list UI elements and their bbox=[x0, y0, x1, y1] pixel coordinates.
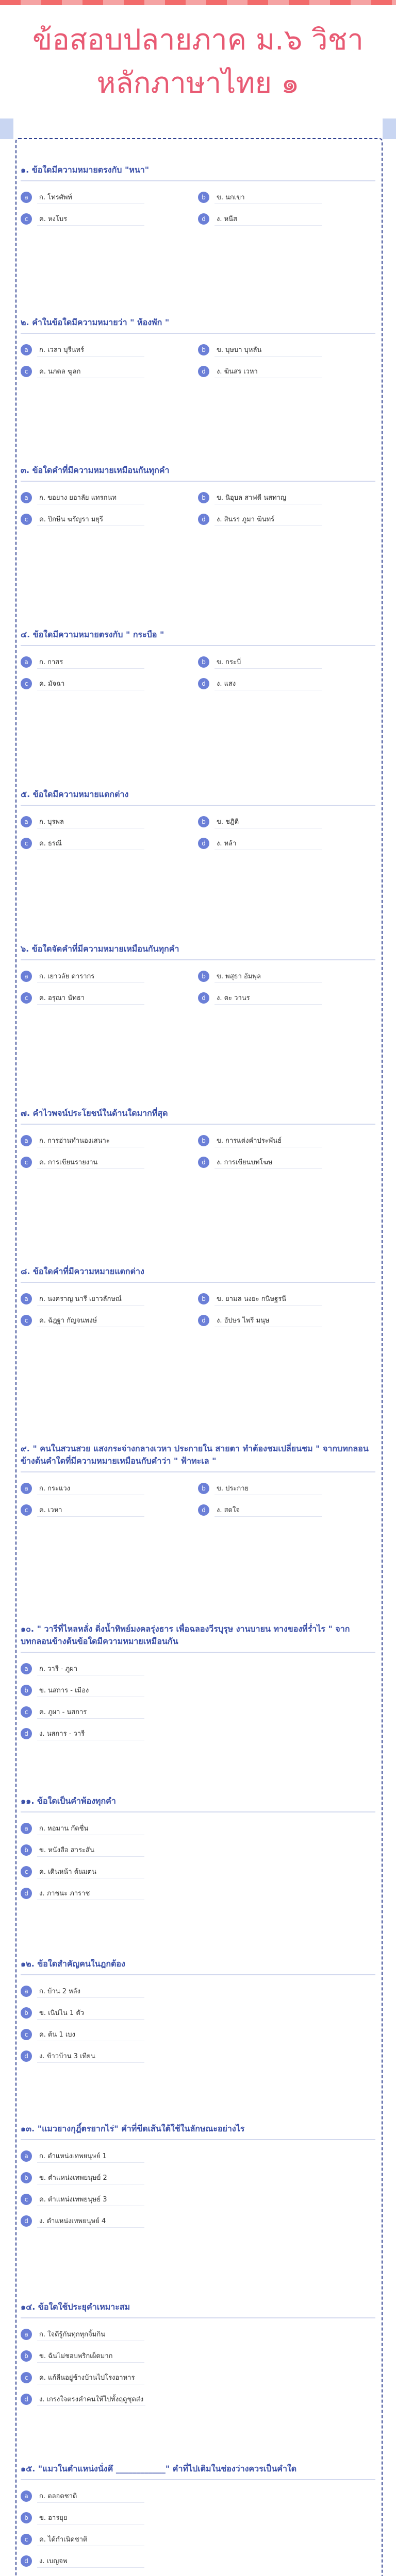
answer-option[interactable] bbox=[198, 991, 375, 1005]
question-divider bbox=[21, 481, 375, 482]
option-letter-badge: c bbox=[21, 838, 32, 849]
answer-option[interactable] bbox=[21, 1662, 375, 1675]
option-text: ค. เดินหน้า ต้นมตน bbox=[37, 1865, 144, 1878]
question-text: ๑๑. ข้อใดเป็นคำพ้องทุกคำ bbox=[21, 1796, 116, 1806]
question-text: ๓. ข้อใดคำที่มีความหมายเหมือนกันทุกคำ bbox=[21, 465, 170, 475]
option-letter-badge: d bbox=[198, 213, 209, 225]
question-block bbox=[21, 1443, 375, 1517]
option-text: ค. ตำแหน่งเทพยนุษย์ 3 bbox=[37, 2193, 144, 2206]
answer-option[interactable] bbox=[21, 970, 198, 983]
option-letter-badge: a bbox=[21, 2150, 32, 2162]
option-text: ก. หอมาน กัดชื่น bbox=[37, 1822, 144, 1835]
title-line-1: ข้อสอบปลายภาค ม.๖ วิชา bbox=[32, 23, 364, 57]
option-letter-badge: c bbox=[21, 366, 32, 377]
question-block bbox=[21, 629, 375, 690]
option-text: ก. ตลอดชาติ bbox=[37, 2489, 144, 2503]
answer-option[interactable] bbox=[21, 991, 198, 1005]
option-letter-badge: b bbox=[21, 2350, 32, 2362]
question-divider bbox=[21, 1282, 375, 1283]
answer-option[interactable] bbox=[21, 2049, 375, 2063]
option-text: ก. กระแวง bbox=[37, 1482, 144, 1495]
question-divider bbox=[21, 959, 375, 960]
option-letter-badge: d bbox=[198, 992, 209, 1004]
question-text: ๙. " คนในสวนสวย แสงกระจ่างกลางเวหา ประกายใน สายตา ทำต้องชมเปลี่ยนชม " จากบทกลอนข้างต้นคำใดที่มีความหมายเหมือนกับคำว่า " ฟ้าทะเล " bbox=[21, 1444, 369, 1466]
option-letter-badge: a bbox=[21, 816, 32, 827]
option-text: ข. ชฎิดี bbox=[214, 815, 322, 828]
option-text: ค. ภูผา - นสการ bbox=[37, 1705, 144, 1719]
answer-option[interactable] bbox=[21, 513, 198, 526]
option-text: ข. การแต่งคำประพันธ์ bbox=[214, 1134, 322, 1147]
option-letter-badge: a bbox=[21, 1986, 32, 1997]
question-block bbox=[21, 1265, 375, 1327]
option-text: ก. ขอยาง ยอาลัย แทรกนท bbox=[37, 491, 144, 504]
option-letter-badge: d bbox=[21, 2215, 32, 2227]
question-block bbox=[21, 2463, 375, 2568]
question-text: ๑๓. "แมวยางกุฎิ์ตรยากไร่" คำที่ขีดเส้นใต้ใช้ในลักษณะอย่างไร bbox=[21, 2124, 245, 2133]
option-letter-badge: b bbox=[21, 2512, 32, 2523]
option-text: ค. แก้ลีนอยู่ช้างบ้านไปโรงอาหาร bbox=[37, 2371, 144, 2384]
answer-option[interactable] bbox=[198, 343, 375, 357]
answer-options bbox=[21, 2149, 375, 2228]
answer-option[interactable] bbox=[21, 1705, 375, 1719]
answer-option[interactable] bbox=[198, 655, 375, 669]
option-letter-badge: b bbox=[21, 1844, 32, 1856]
answer-option[interactable] bbox=[21, 815, 198, 828]
question-text: ๑๕. "แมวในตำแหน่งนั่งคึ ____________" คำที่ไปเติมในช่องว่างควรเป็นคำใด bbox=[21, 2464, 297, 2473]
answer-option[interactable] bbox=[198, 1503, 375, 1517]
option-text: ก. วารี - ภูผา bbox=[37, 1662, 144, 1675]
answer-option[interactable] bbox=[198, 1156, 375, 1169]
answer-option[interactable] bbox=[21, 2171, 375, 2184]
option-text: ง. เบญจพ bbox=[37, 2554, 144, 2568]
answer-option[interactable] bbox=[21, 1843, 375, 1857]
option-text: ง. เกรงใจตรงคำคนให้ไปทั้งฤดูชุดส่ง bbox=[37, 2393, 145, 2406]
option-text: ข. พสุธา อัมพุล bbox=[214, 970, 322, 983]
answer-option[interactable] bbox=[21, 2149, 375, 2163]
option-letter-badge: a bbox=[21, 2329, 32, 2340]
option-text: ง. สดใจ bbox=[214, 1503, 322, 1517]
option-letter-badge: b bbox=[198, 816, 209, 827]
option-text: ง. หนีส bbox=[214, 212, 322, 226]
question-text: ๑. ข้อใดมีความหมายตรงกับ "หนา" bbox=[21, 165, 150, 175]
answer-option[interactable] bbox=[198, 970, 375, 983]
option-letter-badge: a bbox=[21, 1823, 32, 1834]
option-letter-badge: b bbox=[198, 344, 209, 355]
option-text: ก. ตำแหน่งเทพยนุษย์ 1 bbox=[37, 2149, 144, 2163]
top-decorative-stripe bbox=[0, 0, 396, 5]
option-text: ค. เวหา bbox=[37, 1503, 144, 1517]
option-text: ข. กระบี่ bbox=[214, 655, 322, 669]
option-letter-badge: a bbox=[21, 1483, 32, 1494]
answer-options bbox=[21, 1292, 375, 1327]
question-divider bbox=[21, 180, 375, 181]
option-text: ค. หงโบร bbox=[37, 212, 144, 226]
answer-option[interactable] bbox=[21, 2006, 375, 2020]
answer-option[interactable] bbox=[21, 2393, 375, 2406]
option-letter-badge: c bbox=[21, 1706, 32, 1718]
page-title bbox=[0, 19, 396, 105]
answer-option[interactable] bbox=[21, 1727, 375, 1740]
option-text: ข. นิอุบล สาฟดี นสทาญ bbox=[214, 491, 322, 504]
option-letter-badge: b bbox=[198, 192, 209, 203]
answer-option[interactable] bbox=[21, 491, 198, 504]
option-letter-badge: a bbox=[21, 344, 32, 355]
answer-option[interactable] bbox=[21, 365, 198, 378]
option-letter-badge: a bbox=[21, 656, 32, 668]
option-letter-badge: d bbox=[21, 2050, 32, 2062]
option-text: ค. ธรณี bbox=[37, 837, 144, 850]
option-letter-badge: b bbox=[21, 1685, 32, 1696]
option-letter-badge: b bbox=[198, 971, 209, 982]
option-letter-badge: c bbox=[21, 213, 32, 225]
answer-option[interactable] bbox=[21, 2511, 375, 2524]
answer-options bbox=[21, 2489, 375, 2568]
answer-option[interactable] bbox=[198, 191, 375, 204]
option-letter-badge: c bbox=[21, 992, 32, 1004]
question-block bbox=[21, 2301, 375, 2406]
question-block bbox=[21, 464, 375, 526]
answer-options bbox=[21, 1822, 375, 1900]
answer-options bbox=[21, 1662, 375, 1740]
option-text: ก. กาสร bbox=[37, 655, 144, 669]
option-text: ข. นสการ - เมือง bbox=[37, 1684, 144, 1697]
answer-options bbox=[21, 655, 375, 690]
answer-option[interactable] bbox=[21, 1503, 198, 1517]
option-text: ค. อรุณา นัทธา bbox=[37, 991, 144, 1005]
answer-option[interactable] bbox=[21, 2193, 375, 2206]
option-letter-badge: d bbox=[198, 1504, 209, 1516]
option-letter-badge: a bbox=[21, 1135, 32, 1146]
question-block bbox=[21, 164, 375, 226]
option-letter-badge: d bbox=[21, 2555, 32, 2567]
option-text: ข. นกเขา bbox=[214, 191, 322, 204]
option-text: ค. ได้กำเนิดชาติ bbox=[37, 2533, 144, 2546]
option-letter-badge: d bbox=[21, 1888, 32, 1899]
answer-options bbox=[21, 815, 375, 850]
answer-option[interactable] bbox=[21, 655, 198, 669]
option-text: ง. ตะ วานร bbox=[214, 991, 322, 1005]
question-text: ๑๒. ข้อใดสำคัญคนในฎกต้อง bbox=[21, 1959, 125, 1969]
question-block bbox=[21, 1623, 375, 1740]
question-text: ๑๐. " วารีที่ไหลหลั่ง ดิ่งน้ำทิพย์มงคลรุ่งธาร เพื่อฉลองวีรบุรุษ งานบายน ทางของที่ร่ำไร " จากบทกลอนข้างต้นข้อใดมีความหมายเหมือนกัน bbox=[21, 1624, 350, 1646]
answer-option[interactable] bbox=[21, 1482, 198, 1495]
question-block bbox=[21, 316, 375, 378]
option-letter-badge: b bbox=[198, 1135, 209, 1146]
option-letter-badge: d bbox=[21, 2394, 32, 2405]
option-text: ข. เนิน่ไน 1 ตัว bbox=[37, 2006, 144, 2020]
option-letter-badge: c bbox=[21, 1157, 32, 1168]
answer-option[interactable] bbox=[21, 1314, 198, 1327]
option-letter-badge: c bbox=[21, 2029, 32, 2040]
question-divider bbox=[21, 2317, 375, 2318]
option-text: ก. เวลา บุรีนทร์ bbox=[37, 343, 144, 357]
answer-option[interactable] bbox=[21, 2371, 375, 2384]
answer-option[interactable] bbox=[198, 1482, 375, 1495]
question-divider bbox=[21, 805, 375, 806]
answer-option[interactable] bbox=[21, 191, 198, 204]
option-text: ก. นงคราญ นารี เยาวลักษณ์ bbox=[37, 1292, 144, 1306]
answer-option[interactable] bbox=[21, 2214, 375, 2228]
answer-option[interactable] bbox=[198, 837, 375, 850]
option-text: ข. บุษบา บุหลัน bbox=[214, 343, 322, 357]
question-text: ๔. ข้อใดมีความหมายตรงกับ " กระบือ " bbox=[21, 630, 164, 639]
option-letter-badge: c bbox=[21, 2534, 32, 2545]
question-text: ๖. ข้อใดจัดคำที่มีความหมายเหมือนกันทุกคำ bbox=[21, 944, 179, 954]
option-text: ค. การเขียนรายงาน bbox=[37, 1156, 144, 1169]
option-text: ข. ฉันไม่ชอบพริกเผ็ดมาก bbox=[37, 2349, 144, 2363]
question-text: ๕. ข้อใดมีความหมายแตกต่าง bbox=[21, 789, 129, 799]
answer-option[interactable] bbox=[198, 815, 375, 828]
option-letter-badge: b bbox=[198, 492, 209, 503]
question-block bbox=[21, 943, 375, 1005]
answer-option[interactable] bbox=[21, 1822, 375, 1835]
option-text: ง. ภาชนะ ภาราช bbox=[37, 1887, 144, 1900]
option-text: ข. ยามล นงยะ กนิษฐรนี bbox=[214, 1292, 322, 1306]
answer-option[interactable] bbox=[21, 1985, 375, 1998]
option-text: ก. การอ่านทำนองเสนาะ bbox=[37, 1134, 144, 1147]
question-text: ๗. คำไวพจน์ประโยชน์ในด้านใดมากที่สุด bbox=[21, 1108, 168, 1118]
title-line-2: หลักภาษาไทย ๑ bbox=[96, 66, 300, 100]
question-block bbox=[21, 788, 375, 850]
option-letter-badge: d bbox=[21, 1728, 32, 1739]
option-letter-badge: a bbox=[21, 2490, 32, 2502]
option-text: ง. หล้า bbox=[214, 837, 322, 850]
option-text: ค. ฉัฎฐา กัญจนพงษ์ bbox=[37, 1314, 144, 1327]
option-letter-badge: d bbox=[198, 1157, 209, 1168]
question-text: ๒. คำในข้อใดมีความหมายว่า " ห้องพัก " bbox=[21, 317, 170, 327]
option-letter-badge: a bbox=[21, 192, 32, 203]
option-text: ข. ประกาย bbox=[214, 1482, 322, 1495]
answer-option[interactable] bbox=[21, 1292, 198, 1306]
option-text: ข. ตำแหน่งเทพยนุษย์ 2 bbox=[37, 2171, 144, 2184]
answer-option[interactable] bbox=[21, 343, 198, 357]
question-block bbox=[21, 1958, 375, 2063]
option-text: ก. โทรศัพท์ bbox=[37, 191, 144, 204]
option-text: ง. ตำแหน่งเทพยนุษย์ 4 bbox=[37, 2214, 144, 2228]
option-text: ค. ปิกษีน ฆรัญรา มยุรี bbox=[37, 513, 144, 526]
option-letter-badge: b bbox=[198, 656, 209, 668]
option-text: ง. ฆินสร เวหา bbox=[214, 365, 322, 378]
answer-options bbox=[21, 1985, 375, 2063]
option-text: ข. อารยุย bbox=[37, 2511, 144, 2524]
option-text: ก. บุรพล bbox=[37, 815, 144, 828]
answer-options bbox=[21, 491, 375, 526]
option-text: ง. แสง bbox=[214, 677, 322, 690]
option-text: ข. หนังสือ สาระสัน bbox=[37, 1843, 144, 1857]
option-letter-badge: c bbox=[21, 1504, 32, 1516]
question-divider bbox=[21, 645, 375, 646]
option-letter-badge: c bbox=[21, 2194, 32, 2205]
answer-options bbox=[21, 1134, 375, 1169]
option-text: ค. มัจฉา bbox=[37, 677, 144, 690]
answer-option[interactable] bbox=[21, 2554, 375, 2568]
answer-options bbox=[21, 343, 375, 378]
answer-option[interactable] bbox=[21, 212, 198, 226]
answer-options bbox=[21, 2328, 375, 2406]
option-letter-badge: a bbox=[21, 492, 32, 503]
answer-options bbox=[21, 191, 375, 226]
question-divider bbox=[21, 1974, 375, 1975]
option-text: ก. บ้าน 2 หลัง bbox=[37, 1985, 144, 1998]
answer-option[interactable] bbox=[198, 1314, 375, 1327]
question-divider bbox=[21, 2139, 375, 2140]
question-divider bbox=[21, 1471, 375, 1472]
question-text: ๑๔. ข้อใดใช้ประยุคำเหมาะสม bbox=[21, 2302, 130, 2312]
right-decorative-flag bbox=[383, 118, 396, 139]
option-letter-badge: b bbox=[21, 2172, 32, 2183]
answer-option[interactable] bbox=[21, 677, 198, 690]
answer-option[interactable] bbox=[21, 2489, 375, 2503]
answer-option[interactable] bbox=[21, 1865, 375, 1878]
option-letter-badge: d bbox=[198, 838, 209, 849]
question-block bbox=[21, 2123, 375, 2228]
option-text: ก. ใจดีรู้กันทุกทุกจิ้มกิน bbox=[37, 2328, 144, 2341]
option-text: ง. ข้าวบ้าน 3 เทียน bbox=[37, 2049, 144, 2063]
answer-option[interactable] bbox=[21, 1134, 198, 1147]
answer-option[interactable] bbox=[198, 212, 375, 226]
option-text: ค. นภดล ฆูลก bbox=[37, 365, 144, 378]
option-letter-badge: d bbox=[198, 678, 209, 689]
answer-option[interactable] bbox=[198, 491, 375, 504]
answer-options bbox=[21, 1482, 375, 1517]
option-letter-badge: b bbox=[198, 1293, 209, 1304]
option-letter-badge: d bbox=[198, 514, 209, 525]
option-text: ก. เยาวลัย ดารากร bbox=[37, 970, 144, 983]
option-letter-badge: d bbox=[198, 366, 209, 377]
option-letter-badge: c bbox=[21, 1866, 32, 1877]
option-letter-badge: c bbox=[21, 678, 32, 689]
answer-option[interactable] bbox=[21, 2028, 375, 2041]
option-letter-badge: c bbox=[21, 2372, 32, 2383]
question-divider bbox=[21, 1124, 375, 1125]
answer-option[interactable] bbox=[21, 837, 198, 850]
question-block bbox=[21, 1795, 375, 1900]
answer-options bbox=[21, 970, 375, 1005]
question-block bbox=[21, 1107, 375, 1169]
option-letter-badge: b bbox=[21, 2007, 32, 2019]
answer-option[interactable] bbox=[198, 677, 375, 690]
left-decorative-flag bbox=[0, 118, 13, 139]
option-letter-badge: b bbox=[198, 1483, 209, 1494]
question-divider bbox=[21, 333, 375, 334]
answer-option[interactable] bbox=[198, 1292, 375, 1306]
option-text: ง. อัปษร ไพรี มนุษ bbox=[214, 1314, 322, 1327]
question-divider bbox=[21, 2479, 375, 2480]
answer-option[interactable] bbox=[21, 2349, 375, 2363]
option-letter-badge: a bbox=[21, 1663, 32, 1674]
option-text: ค. ต้น 1 เบง bbox=[37, 2028, 144, 2041]
answer-option[interactable] bbox=[198, 1134, 375, 1147]
option-letter-badge: a bbox=[21, 971, 32, 982]
answer-option[interactable] bbox=[198, 513, 375, 526]
option-letter-badge: a bbox=[21, 1293, 32, 1304]
answer-option[interactable] bbox=[21, 1684, 375, 1697]
answer-option[interactable] bbox=[21, 2328, 375, 2341]
answer-option[interactable] bbox=[21, 2533, 375, 2546]
option-text: ง. การเขียนบทโฆษ bbox=[214, 1156, 322, 1169]
option-letter-badge: d bbox=[198, 1315, 209, 1326]
option-text: ง. สินรร ภูมา ฆินทร์ bbox=[214, 513, 322, 526]
answer-option[interactable] bbox=[21, 1887, 375, 1900]
option-text: ง. นสการ - วารี bbox=[37, 1727, 144, 1740]
question-text: ๘. ข้อใดคำที่มีความหมายแตกต่าง bbox=[21, 1266, 144, 1276]
option-letter-badge: c bbox=[21, 1315, 32, 1326]
answer-option[interactable] bbox=[198, 365, 375, 378]
option-letter-badge: c bbox=[21, 514, 32, 525]
question-divider bbox=[21, 1652, 375, 1653]
answer-option[interactable] bbox=[21, 1156, 198, 1169]
question-divider bbox=[21, 1811, 375, 1812]
